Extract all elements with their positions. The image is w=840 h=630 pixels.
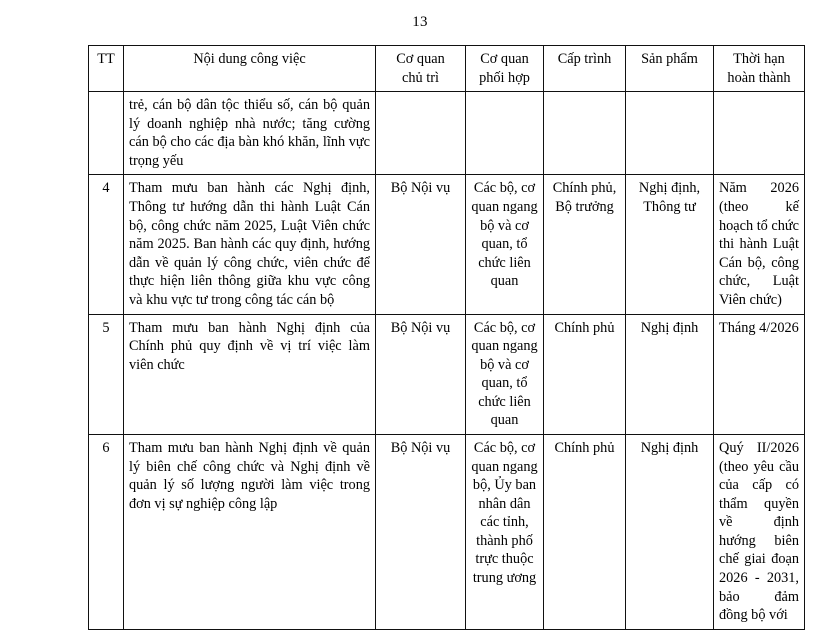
column-header-thoi-han-line2: hoàn thành xyxy=(727,69,791,86)
column-header-noi-dung-cong-viec xyxy=(124,46,376,92)
column-header-phoi-hop-line2: phối hợp xyxy=(479,69,530,86)
column-header-co-quan-chu-tri xyxy=(376,46,466,92)
cell-tt: 4 xyxy=(89,175,124,314)
cell-co-quan-phoi-hop xyxy=(466,92,544,175)
column-header-tt-line1: TT xyxy=(97,51,115,67)
cell-cap-trinh: Chính phủ, Bộ trưởng xyxy=(544,175,626,314)
column-header-tt xyxy=(89,46,124,92)
cell-co-quan-chu-tri: Bộ Nội vụ xyxy=(376,314,466,434)
cell-thoi-han xyxy=(714,92,805,175)
cell-cap-trinh: Chính phủ xyxy=(544,314,626,434)
cell-tt: 6 xyxy=(89,434,124,629)
column-header-thoi-han-line1: Thời hạn xyxy=(733,51,785,67)
cell-thoi-han: Tháng 4/2026 xyxy=(714,314,805,434)
table-row xyxy=(89,434,805,629)
cell-noi-dung-cong-viec: trẻ, cán bộ dân tộc thiểu số, cán bộ quản lý doanh nghiệp nhà nước; tăng cường cán bộ cho các địa bàn khó khăn, lĩnh vực trọng yếu xyxy=(124,92,376,175)
cell-san-pham: Nghị định, Thông tư xyxy=(626,175,714,314)
column-header-noi-dung-line1: Nội dung công việc xyxy=(193,51,306,67)
column-header-cap-trinh-line1: Cấp trình xyxy=(557,51,612,67)
cell-noi-dung-cong-viec: Tham mưu ban hành Nghị định của Chính phủ quy định về vị trí việc làm viên chức xyxy=(124,314,376,434)
cell-tt xyxy=(89,92,124,175)
cell-co-quan-phoi-hop: Các bộ, cơ quan ngang bộ, Ủy ban nhân dân các tỉnh, thành phố trực thuộc trung ương xyxy=(466,434,544,629)
cell-co-quan-phoi-hop: Các bộ, cơ quan ngang bộ và cơ quan, tổ chức liên quan xyxy=(466,314,544,434)
cell-noi-dung-cong-viec: Tham mưu ban hành các Nghị định, Thông tư hướng dẫn thi hành Luật Cán bộ, công chức năm 2025, Luật Viên chức năm 2025. Ban hành các quy định, hướng dẫn về quản lý công chức, viên chức để thực hiện liên thông giữa khu vực công và khu vực tư trong công tác cán bộ xyxy=(124,175,376,314)
column-header-thoi-han-hoan-thanh xyxy=(714,46,805,92)
page-number: 13 xyxy=(412,14,428,30)
cell-noi-dung-cong-viec: Tham mưu ban hành Nghị định về quản lý biên chế công chức và Nghị định về quản lý số lượng người làm việc trong đơn vị sự nghiệp công lập xyxy=(124,434,376,629)
column-header-san-pham-line1: Sản phẩm xyxy=(641,51,698,67)
column-header-chu-tri-line1: Cơ quan xyxy=(396,51,445,67)
work-plan-table xyxy=(88,45,805,630)
cell-san-pham xyxy=(626,92,714,175)
cell-cap-trinh: Chính phủ xyxy=(544,434,626,629)
table-row xyxy=(89,175,805,314)
cell-thoi-han: Quý II/2026 (theo yêu cầu của cấp có thẩm quyền về định hướng biên chế giai đoạn 2026 - 2031, bảo đảm đồng bộ với xyxy=(714,434,805,629)
cell-san-pham: Nghị định xyxy=(626,314,714,434)
cell-thoi-han: Năm 2026 (theo kế hoạch tổ chức thi hành Luật Cán bộ, công chức, Luật Viên chức) xyxy=(714,175,805,314)
column-header-cap-trinh xyxy=(544,46,626,92)
cell-tt: 5 xyxy=(89,314,124,434)
column-header-co-quan-phoi-hop xyxy=(466,46,544,92)
column-header-chu-tri-line2: chủ trì xyxy=(402,69,439,86)
table-row xyxy=(89,314,805,434)
cell-co-quan-chu-tri: Bộ Nội vụ xyxy=(376,175,466,314)
table-row xyxy=(89,92,805,175)
cell-co-quan-chu-tri: Bộ Nội vụ xyxy=(376,434,466,629)
column-header-san-pham xyxy=(626,46,714,92)
cell-san-pham: Nghị định xyxy=(626,434,714,629)
cell-co-quan-phoi-hop: Các bộ, cơ quan ngang bộ và cơ quan, tổ chức liên quan xyxy=(466,175,544,314)
table-header-row xyxy=(89,46,805,92)
column-header-phoi-hop-line1: Cơ quan xyxy=(480,51,529,67)
cell-cap-trinh xyxy=(544,92,626,175)
cell-co-quan-chu-tri xyxy=(376,92,466,175)
